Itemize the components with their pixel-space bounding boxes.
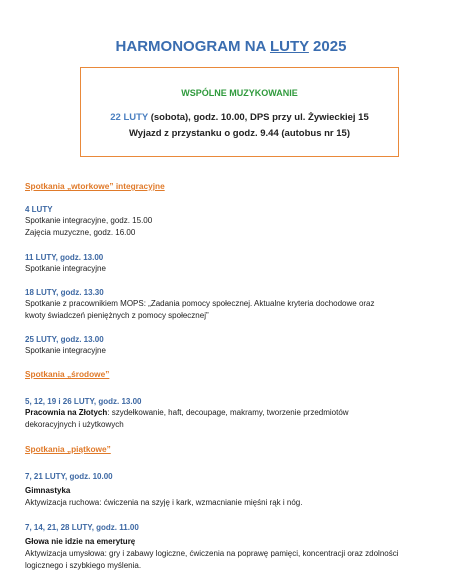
event-line: Spotkanie integracyjne <box>25 264 106 273</box>
event-date: 11 LUTY, godz. 13.00 <box>25 253 104 262</box>
title-month: LUTY <box>269 38 309 55</box>
event-date: 25 LUTY, godz. 13.00 <box>25 335 104 344</box>
event-line: Zajęcia muzyczne, godz. 16.00 <box>25 228 136 237</box>
section-heading-wednesday: Spotkania „środowe” <box>25 369 110 379</box>
featured-event-departure: Wyjazd z przystanku o godz. 9.44 (autobus nr 15) <box>128 128 350 139</box>
event-date: 5, 12, 19 i 26 LUTY, godz. 13.00 <box>25 397 142 406</box>
event-title: Głowa nie idzie na emeryturę <box>25 537 136 546</box>
featured-event-heading: WSPÓLNE MUZYKOWANIE <box>181 88 298 98</box>
event-date: 7, 21 LUTY, godz. 10.00 <box>25 472 113 481</box>
event-line: Spotkanie z pracownikiem MOPS: „Zadania pomocy społecznej. Aktualne kryteria dochodowe oraz <box>25 299 375 308</box>
event-line: logicznego i szybkiego myślenia. <box>25 561 142 570</box>
event-line: kwoty świadczeń pieniężnych z pomocy społecznej” <box>25 311 209 320</box>
event-title: Pracownia na Złotych <box>25 408 108 417</box>
event-date: 4 LUTY <box>25 205 53 214</box>
event-line: Aktywizacja umysłowa: gry i zabawy logiczne, ćwiczenia na poprawę pamięci, koncentracji oraz zdolności <box>25 549 399 558</box>
event-title: Gimnastyka <box>25 486 71 495</box>
section-heading-friday: Spotkania „piątkowe” <box>25 444 111 454</box>
featured-event-box <box>80 67 399 157</box>
event-line: Aktywizacja ruchowa: ćwiczenia na szyję i kark, wzmacnianie mięśni rąk i nóg. <box>25 498 303 507</box>
featured-event-date: 22 LUTY <box>110 112 149 123</box>
event-line: Spotkanie integracyjne, godz. 15.00 <box>25 216 153 225</box>
event-line: Pracownia na Złotych: szydełkowanie, haft, decoupage, makramy, tworzenie przedmiotów <box>25 408 349 417</box>
event-date: 18 LUTY, godz. 13.30 <box>25 288 104 297</box>
event-line: Spotkanie integracyjne <box>25 346 106 355</box>
event-line: dekoracyjnych i użytkowych <box>25 420 124 429</box>
page-title: HARMONOGRAM NA LUTY 2025 <box>115 38 347 55</box>
featured-event-details: 22 LUTY (sobota), godz. 10.00, DPS przy ul. Żywieckiej 15 <box>110 112 369 123</box>
section-heading-tuesday: Spotkania „wtorkowe” integracyjne <box>25 181 165 191</box>
event-date: 7, 14, 21, 28 LUTY, godz. 11.00 <box>25 523 139 532</box>
